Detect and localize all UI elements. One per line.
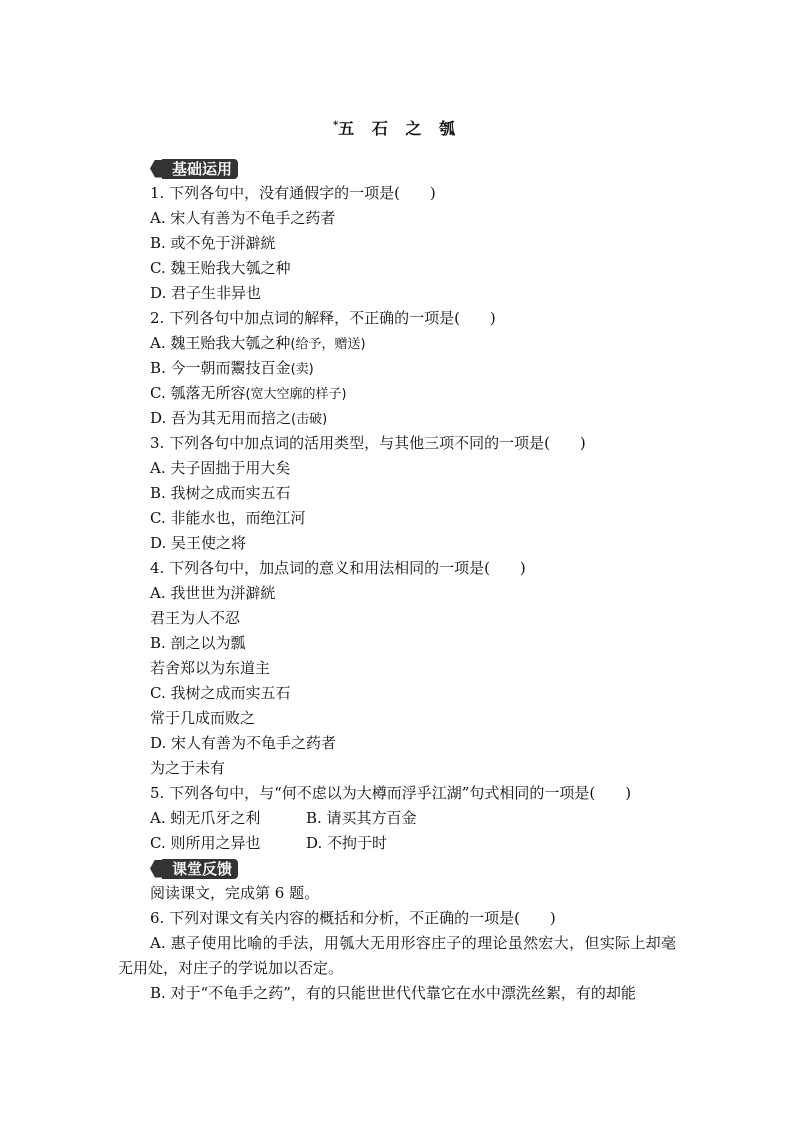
question-1-option-c: C. 魏王贻我大瓠之种	[150, 259, 291, 277]
option-text: A. 魏王贻我大瓠之种	[150, 334, 291, 352]
option-text: D. 吾为其无用而掊之	[150, 409, 292, 427]
question-1-option-a: A. 宋人有善为不龟手之药者	[150, 209, 336, 227]
option-text: C. 瓠落无所容	[150, 384, 246, 402]
question-3-option-a: A. 夫子固拙于用大矣	[150, 459, 291, 477]
question-2-option-c	[150, 381, 676, 406]
question-4-stem: 4. 下列各句中，加点词的意义和用法相同的一项是( )	[150, 559, 526, 577]
option-gloss: (卖)	[290, 362, 314, 377]
question-2-stem: 2. 下列各句中加点词的解释，不正确的一项是( )	[150, 309, 496, 327]
title-text: 五 石 之 瓠	[338, 119, 461, 138]
option-gloss: (击破)	[291, 412, 328, 427]
question-3-option-d: D. 吴王使之将	[150, 534, 247, 552]
section-label: 课堂反馈	[162, 859, 238, 879]
reading-instruction: 阅读课文，完成第 6 题。	[150, 884, 320, 902]
question-2-option-b	[150, 356, 676, 381]
question-4-option-a: A. 我世世为洴澼絖	[150, 584, 276, 602]
title-mark: *	[333, 120, 339, 131]
section-basic-application	[150, 156, 676, 181]
section-classroom-feedback	[150, 856, 676, 881]
question-3-option-c: C. 非能水也，而绝江河	[150, 509, 306, 527]
question-3-option-b: B. 我树之成而实五石	[150, 484, 291, 502]
page-title	[0, 116, 794, 139]
section-badge	[150, 859, 238, 879]
question-4-option-a-pair: 君王为人不忍	[150, 609, 241, 627]
question-4-option-d: D. 宋人有善为不龟手之药者	[150, 734, 337, 752]
option-gloss: (宽大空廓的样子)	[245, 387, 347, 402]
question-6-option-a: A. 惠子使用比喻的手法，用瓠大无用形容庄子的理论虽然宏大，但实际上却毫无用处，对庄子的学说加以否定。	[118, 934, 676, 977]
question-1-option-d: D. 君子生非异也	[150, 284, 262, 302]
question-5-option-b: B. 请买其方百金	[306, 809, 417, 827]
question-6-stem: 6. 下列对课文有关内容的概括和分析，不正确的一项是( )	[150, 909, 556, 927]
question-5-options-row-1	[150, 806, 676, 831]
question-4-option-d-pair: 为之于未有	[150, 759, 226, 777]
question-1-option-b: B. 或不免于洴澼絖	[150, 234, 276, 252]
section-label: 基础运用	[162, 159, 238, 179]
question-3-stem: 3. 下列各句中加点词的活用类型，与其他三项不同的一项是( )	[150, 434, 586, 452]
question-4-option-c: C. 我树之成而实五石	[150, 684, 291, 702]
content	[118, 156, 676, 1006]
question-5-option-c: C. 则所用之异也	[150, 834, 261, 852]
question-5-option-a: A. 蚓无爪牙之利	[150, 809, 261, 827]
section-badge	[150, 159, 238, 179]
option-text: B. 今一朝而鬻技百金	[150, 359, 291, 377]
question-4-option-b-pair: 若舍郑以为东道主	[150, 659, 271, 677]
question-2-option-a	[150, 331, 676, 356]
option-gloss: (给予，赠送)	[290, 337, 366, 352]
question-2-option-d	[150, 406, 676, 431]
question-5-options-row-2	[150, 831, 676, 856]
question-6-option-b: B. 对于“不龟手之药”，有的只能世世代代靠它在水中漂洗丝絮，有的却能	[150, 984, 636, 1002]
question-5-stem: 5. 下列各句中，与“何不虑以为大樽而浮乎江湖”句式相同的一项是( )	[150, 784, 632, 802]
question-4-option-c-pair: 常于几成而败之	[150, 709, 256, 727]
question-4-option-b: B. 剖之以为瓢	[150, 634, 246, 652]
question-5-option-d: D. 不拘于时	[306, 834, 388, 852]
question-1-stem: 1. 下列各句中，没有通假字的一项是( )	[150, 184, 436, 202]
